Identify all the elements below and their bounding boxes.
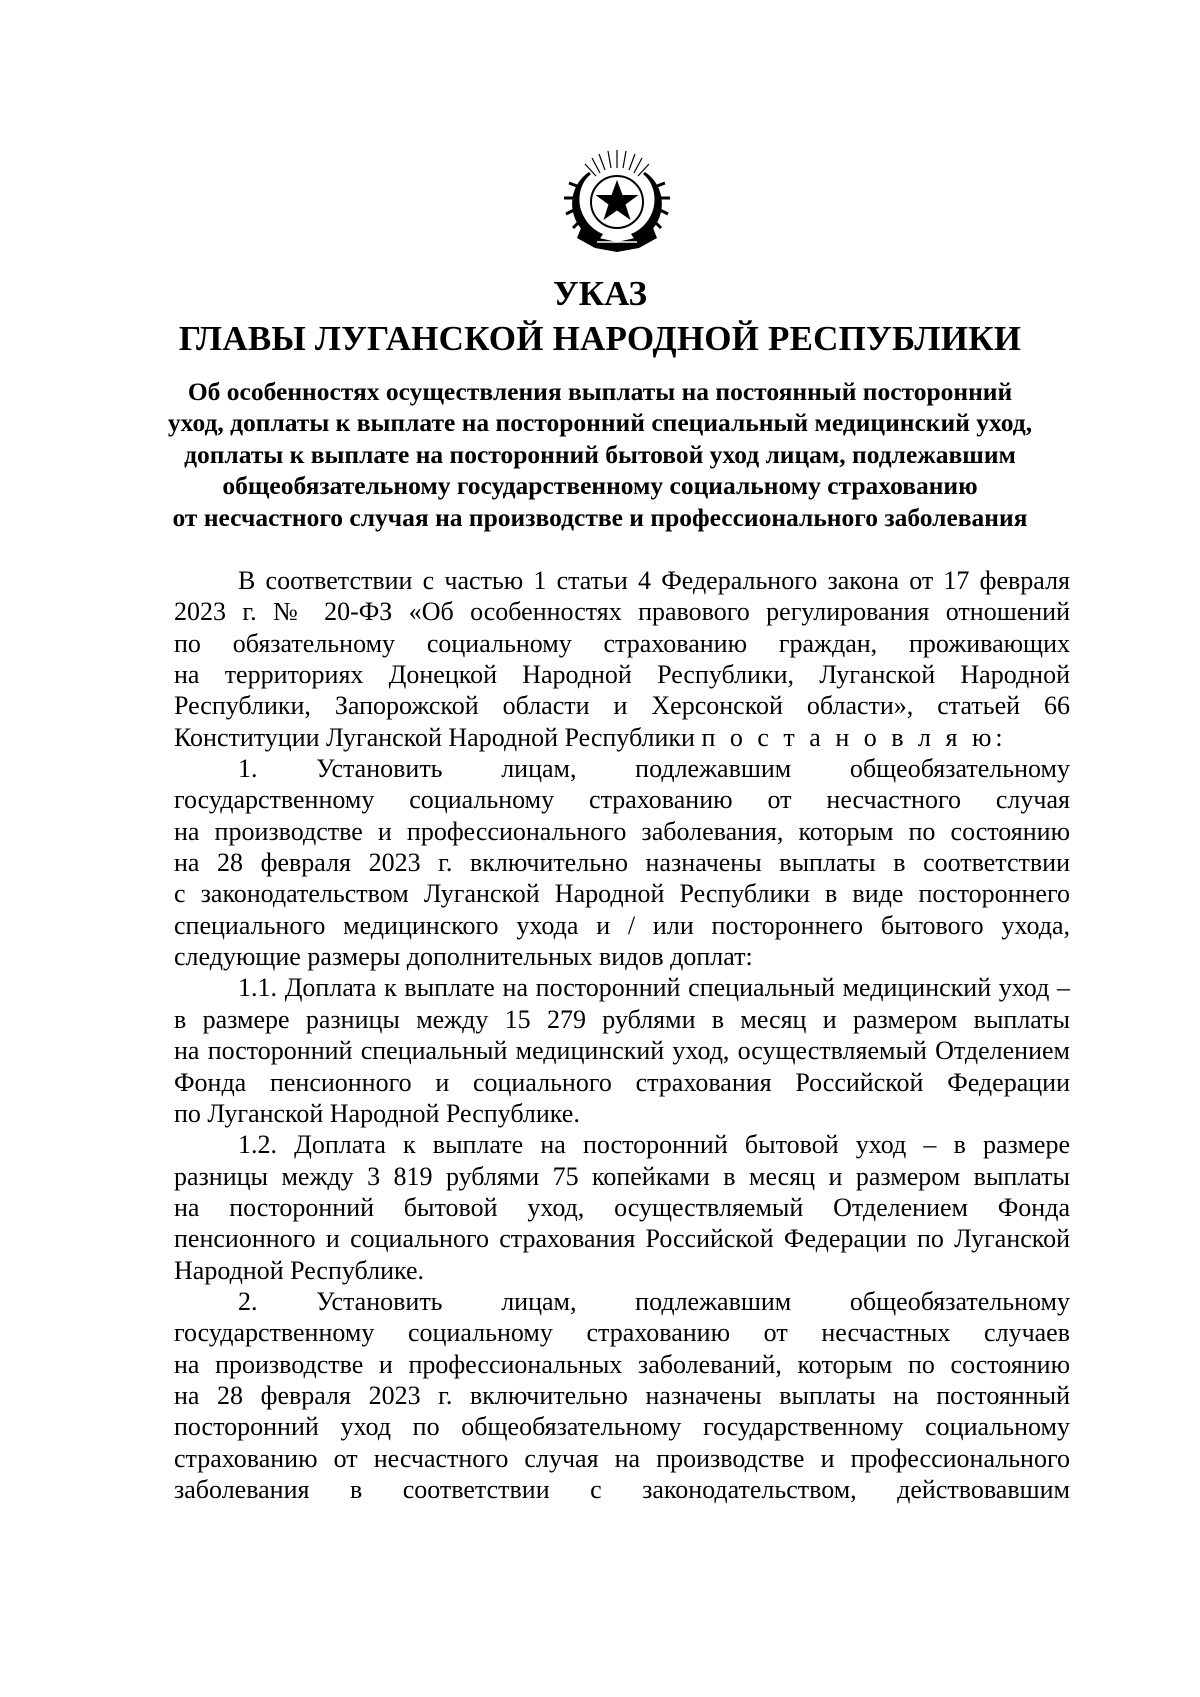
text-line: Фонда пенсионного и социального страхования Российской Федерации <box>174 1067 1070 1097</box>
subject-line: уход, доплаты к выплате на посторонний специальный медицинский уход, <box>167 408 1033 438</box>
text-line: 1.1. Доплата к выплате на посторонний специальный медицинский уход – <box>238 973 1070 1003</box>
subject-line: Об особенностях осуществления выплаты на постоянный посторонний <box>187 377 1013 406</box>
text-line: на производстве и профессиональных заболеваний, которым по состоянию <box>174 1349 1070 1379</box>
clause-2 <box>174 1286 1070 1505</box>
text-line <box>174 722 1070 753</box>
text-line: страхованию от несчастного случая на производстве и профессионального <box>174 1443 1070 1473</box>
clause-1-1 <box>174 972 1070 1129</box>
text-line: на производстве и профессионального заболевания, которым по состоянию <box>174 816 1070 846</box>
document-subject <box>150 376 1050 533</box>
document-issuer: ГЛАВЫ ЛУГАНСКОЙ НАРОДНОЙ РЕСПУБЛИКИ <box>178 319 1022 358</box>
text-line: специального медицинского ухода и / или постороннего бытового ухода, <box>174 910 1070 940</box>
document-body <box>174 565 1070 1505</box>
text-line: 1.2. Доплата к выплате на посторонний бытовой уход – в размере <box>238 1130 1070 1160</box>
text-line: 2. Установить лицам, подлежавшим общеобязательному <box>238 1286 1070 1316</box>
text-line: 1. Установить лицам, подлежавшим общеобязательному <box>238 754 1070 784</box>
subject-line: доплаты к выплате на посторонний бытовой уход лицам, подлежавшим <box>184 439 1016 469</box>
text-line: на территориях Донецкой Народной Республики, Луганской Народной <box>174 660 1070 690</box>
text-line: следующие размеры дополнительных видов доплат: <box>174 942 753 972</box>
text-line: на посторонний бытовой уход, осуществляемый Отделением Фонда <box>174 1192 1070 1222</box>
text-line: Республики, Запорожской области и Херсонской области», статьей 66 <box>174 691 1070 721</box>
text-line: на посторонний специальный медицинский уход, осуществляемый Отделением <box>174 1036 1070 1066</box>
text-line: 2023 г. № 20-ФЗ «Об особенностях правового регулирования отношений <box>174 597 1070 627</box>
text-line: заболевания в соответствии с законодательством, действовавшим <box>174 1474 1070 1504</box>
subject-line: общеобязательному государственному социальному страхованию <box>222 471 978 501</box>
text-line: посторонний уход по общеобязательному государственному социальному <box>174 1412 1070 1442</box>
subject-line: от несчастного случая на производстве и профессионального заболевания <box>172 502 1028 532</box>
text-line: государственному социальному страхованию от несчастных случаев <box>174 1318 1070 1348</box>
document-title: УКАЗ <box>553 274 647 313</box>
text-line: на 28 февраля 2023 г. включительно назначены выплаты в соответствии <box>174 848 1070 878</box>
text-line: по Луганской Народной Республике. <box>174 1098 580 1128</box>
text-line: в размере разницы между 15 279 рублями в месяц и размером выплаты <box>174 1004 1070 1034</box>
coat-of-arms-emblem <box>559 142 675 256</box>
clause-1 <box>174 753 1070 972</box>
decree-word: п о с т а н о в л я ю: <box>701 722 1007 752</box>
preamble-paragraph <box>174 565 1070 753</box>
text-fragment: Конституции Луганской Народной Республики <box>174 722 695 752</box>
coat-of-arms-icon <box>559 142 675 256</box>
text-line: В соответствии с частью 1 статьи 4 Федерального закона от 17 февраля <box>238 566 1070 595</box>
text-line: на 28 февраля 2023 г. включительно назначены выплаты на постоянный <box>174 1380 1070 1410</box>
text-line: пенсионного и социального страхования Российской Федерации по Луганской <box>174 1224 1070 1254</box>
clause-1-2 <box>174 1129 1070 1286</box>
text-line: разницы между 3 819 рублями 75 копейками в месяц и размером выплаты <box>174 1161 1070 1191</box>
text-line: государственному социальному страхованию от несчастного случая <box>174 785 1070 815</box>
text-line: Народной Республике. <box>174 1255 425 1285</box>
text-line: с законодательством Луганской Народной Республики в виде постороннего <box>174 879 1070 909</box>
text-line: по обязательному социальному страхованию граждан, проживающих <box>174 628 1070 658</box>
